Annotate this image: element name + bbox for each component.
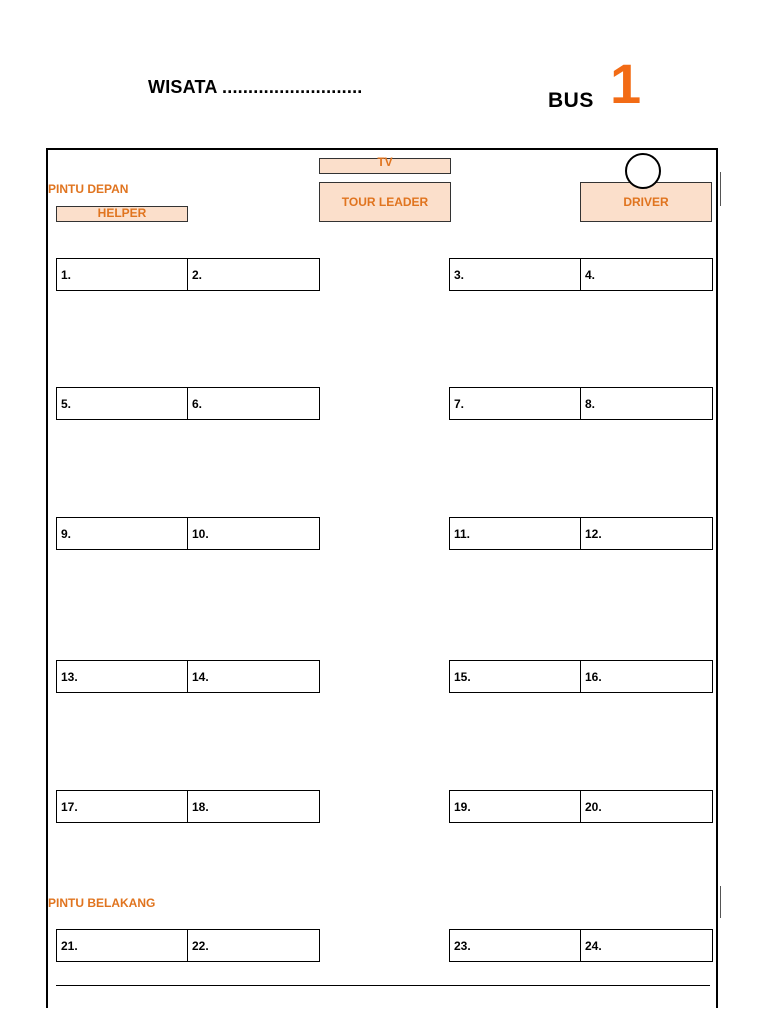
seat-row-4-left — [56, 660, 320, 693]
driver-label: DRIVER — [623, 195, 669, 209]
seat[interactable]: 18. — [188, 790, 320, 823]
seat[interactable]: 13. — [56, 660, 188, 693]
seat[interactable]: 22. — [188, 929, 320, 962]
seat-row-5-right — [449, 790, 713, 823]
seat-row-3-right — [449, 517, 713, 550]
bus-number: 1 — [610, 52, 642, 115]
seat-row-6-left — [56, 929, 320, 962]
seat[interactable]: 20. — [581, 790, 713, 823]
seat-row-4-right — [449, 660, 713, 693]
helper-label: HELPER — [97, 206, 147, 220]
seat[interactable]: 2. — [188, 258, 320, 291]
tv-box — [319, 155, 451, 174]
seat[interactable]: 15. — [449, 660, 581, 693]
seat[interactable]: 14. — [188, 660, 320, 693]
seat[interactable]: 6. — [188, 387, 320, 420]
seat[interactable]: 8. — [581, 387, 713, 420]
seat-row-3-left — [56, 517, 320, 550]
front-door-label: PINTU DEPAN — [48, 182, 129, 196]
steering-wheel-icon — [625, 153, 661, 189]
bus-label: BUS — [548, 89, 594, 112]
seat[interactable]: 17. — [56, 790, 188, 823]
seat[interactable]: 24. — [581, 929, 713, 962]
seat-row-2-left — [56, 387, 320, 420]
seat[interactable]: 19. — [449, 790, 581, 823]
seat-row-6-right — [449, 929, 713, 962]
tour-leader-seat[interactable] — [319, 182, 451, 222]
rear-door-label: PINTU BELAKANG — [48, 896, 156, 910]
seat[interactable]: 7. — [449, 387, 581, 420]
seat-row-1-right — [449, 258, 713, 291]
seat-row-5-left — [56, 790, 320, 823]
helper-seat[interactable] — [56, 206, 188, 222]
tour-leader-label: TOUR LEADER — [341, 195, 429, 209]
bus-rear-line — [56, 985, 710, 986]
seat[interactable]: 3. — [449, 258, 581, 291]
seat-row-2-right — [449, 387, 713, 420]
seat[interactable]: 10. — [188, 517, 320, 550]
trip-title: WISATA ........................... — [148, 77, 363, 97]
seat[interactable]: 11. — [449, 517, 581, 550]
seat[interactable]: 5. — [56, 387, 188, 420]
seat[interactable]: 16. — [581, 660, 713, 693]
rear-right-door-mark — [720, 886, 721, 918]
seat[interactable]: 23. — [449, 929, 581, 962]
seat[interactable]: 21. — [56, 929, 188, 962]
front-right-door-mark — [720, 172, 721, 206]
seat[interactable]: 9. — [56, 517, 188, 550]
seat-row-1-left — [56, 258, 320, 291]
seat[interactable]: 4. — [581, 258, 713, 291]
tv-label: TV — [377, 155, 393, 169]
seat[interactable]: 12. — [581, 517, 713, 550]
seat[interactable]: 1. — [56, 258, 188, 291]
